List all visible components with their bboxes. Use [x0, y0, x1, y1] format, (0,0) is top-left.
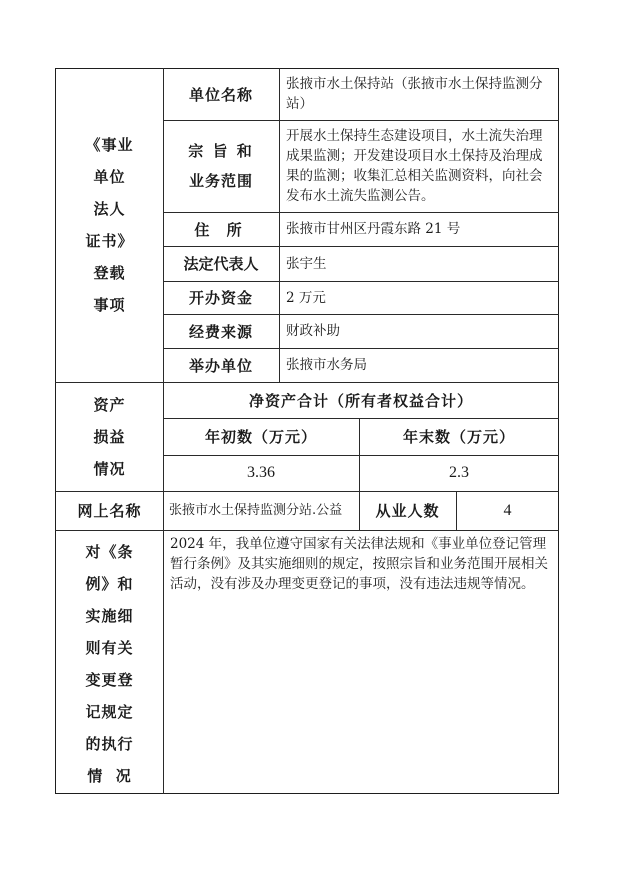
execution-label-line: 对《条: [85, 543, 134, 561]
assets-section-label: [56, 382, 163, 491]
staff-count-value: 4: [503, 501, 512, 519]
address-value: 张掖市甘州区丹霞东路 21 号: [286, 221, 461, 237]
legal-rep-label: 法定代表人: [183, 255, 259, 273]
execution-label-line: 则有关: [85, 639, 134, 657]
sponsor-label: 举办单位: [188, 356, 253, 375]
assets-label-line: 情况: [93, 459, 126, 478]
sponsor-value: 张掖市水务局: [286, 357, 367, 373]
unit-name-label: 单位名称: [188, 85, 253, 104]
capital-label: 开办资金: [188, 289, 253, 307]
execution-label-line: 变更登: [85, 671, 134, 689]
begin-value: 3.36: [247, 464, 275, 481]
section-label-line: 事项: [93, 296, 126, 314]
execution-section-label: [56, 530, 163, 794]
assets-label-line: 损益: [93, 427, 126, 446]
funding-label: 经费来源: [188, 322, 253, 341]
execution-label-line: 情 况: [87, 767, 132, 785]
end-label: 年末数（万元）: [402, 428, 515, 446]
purpose-label-line2: 业务范围: [188, 172, 253, 190]
section-label-line: 证书》: [85, 232, 134, 250]
execution-label-line: 记规定: [85, 703, 134, 721]
end-value: 2.3: [449, 464, 469, 481]
execution-label-line: 实施细: [85, 607, 134, 625]
section-label-line: 法人: [93, 200, 126, 218]
purpose-value: 开展水土保持生态建设项目，水土流失治理成果监测；开发建设项目水土保持及治理成果的监测；收集汇总相关监测资料，向社会发布水土流失监测公告。: [286, 128, 543, 204]
execution-label-line: 例》和: [85, 575, 134, 593]
section-label-line: 登载: [93, 264, 126, 282]
section-label-line: 单位: [93, 168, 126, 186]
online-name-value: 张掖市水土保持监测分站.公益: [169, 502, 343, 518]
staff-count-label: 从业人数: [375, 502, 440, 520]
legal-rep-value: 张宇生: [286, 255, 327, 272]
funding-value: 财政补助: [286, 323, 340, 339]
online-name-label: 网上名称: [77, 502, 142, 520]
certificate-section-label: [56, 68, 163, 382]
execution-label-line: 的执行: [85, 735, 134, 753]
section-label-line: 《事业: [85, 136, 134, 154]
purpose-label: [163, 120, 279, 212]
assets-label-line: 资产: [93, 395, 126, 414]
begin-label: 年初数（万元）: [204, 428, 317, 446]
capital-value: 2 万元: [286, 289, 326, 306]
unit-name-value: 张掖市水土保持站（张掖市水土保持监测分站）: [286, 76, 543, 112]
execution-text: 2024 年，我单位遵守国家有关法律法规和《事业单位登记管理暂行条例》及其实施细则的规定，按照宗旨和业务范围开展相关活动，没有涉及办理变更登记的事项，没有违法违规等情况。: [170, 536, 548, 592]
address-label: 住 所: [194, 220, 248, 239]
net-assets-header: 净资产合计（所有者权益合计）: [248, 391, 473, 410]
purpose-label-line1: 宗 旨 和: [188, 142, 254, 160]
